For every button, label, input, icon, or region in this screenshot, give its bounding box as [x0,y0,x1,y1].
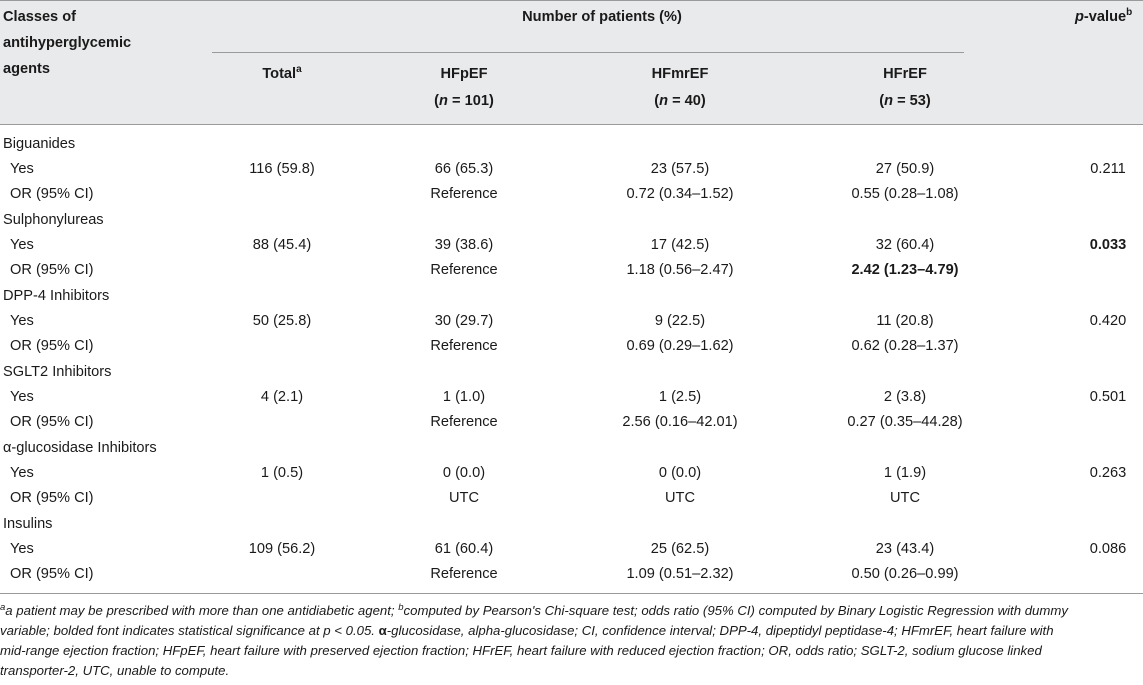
cell-hfpef-or: Reference [430,566,498,582]
cell-hfpef-or: Reference [430,186,498,202]
cell-hfmref: 1 (2.5) [658,389,702,405]
footnote-line-1: $^a$a patient may be prescribed with more than one antidiabetic agent; $^b$computed by Pearson's Chi-square test; odds ratio (95% CI) computed by Binary Logistic Regression with dummy [0,602,1068,618]
cell-hfmref-or: 0.72 (0.34–1.52) [626,186,734,202]
row-label-or: OR (95% CI) [10,338,94,354]
cell-hfpef: 1 (1.0) [442,389,486,405]
row-label-or: OR (95% CI) [10,414,94,430]
row-label-or: OR (95% CI) [10,566,94,582]
cell-hfref-or: 0.50 (0.26–0.99) [851,566,959,582]
cell-hfmref: 17 (42.5) [650,237,710,253]
header-classes-line1: Classes of [3,9,77,25]
row-label-yes: Yes [10,389,34,405]
row-group-title: α-glucosidase Inhibitors [3,440,157,456]
row-label-yes: Yes [10,465,34,481]
cell-total: 116 (59.8) [249,161,315,177]
cell-total: 88 (45.4) [252,237,312,253]
header-bottom-rule [0,124,1143,125]
header-hfmref-n: (n = 40) [654,93,706,109]
cell-hfref: 11 (20.8) [876,313,934,329]
header-hfref-n: (n = 53) [879,93,931,109]
cell-hfmref: 9 (22.5) [654,313,706,329]
cell-p-value: 0.420 [1089,313,1127,329]
top-rule [0,0,1143,1]
row-label-yes: Yes [10,541,34,557]
header-total: Total$^a$ [262,64,302,82]
span-header-rule [212,52,964,53]
cell-hfpef: 66 (65.3) [434,161,494,177]
cell-hfref: 2 (3.8) [883,389,927,405]
cell-hfpef-or: UTC [449,490,479,506]
cell-hfpef-or: Reference [430,414,498,430]
cell-total: 1 (0.5) [260,465,304,481]
table-bottom-rule [0,593,1143,594]
row-label-or: OR (95% CI) [10,186,94,202]
cell-hfpef: 61 (60.4) [434,541,494,557]
row-label-yes: Yes [10,313,34,329]
row-group-title: DPP-4 Inhibitors [3,288,110,304]
cell-hfref-or: UTC [890,490,920,506]
row-group-title: Insulins [3,516,53,532]
cell-hfmref-or: UTC [665,490,695,506]
cell-hfmref-or: 1.09 (0.51–2.32) [626,566,734,582]
cell-hfref: 27 (50.9) [875,161,935,177]
cell-hfpef: 39 (38.6) [434,237,494,253]
cell-p-value: 0.263 [1089,465,1127,481]
header-p-value: p-value$^b$ [1075,7,1133,25]
cell-hfpef: 30 (29.7) [434,313,494,329]
cell-hfpef-or: Reference [430,338,498,354]
cell-hfref-or: 0.27 (0.35–44.28) [847,414,963,430]
row-group-title: SGLT2 Inhibitors [3,364,112,380]
header-hfpef-n: (n = 101) [434,93,494,109]
cell-hfmref: 23 (57.5) [650,161,710,177]
cell-hfref-or: 0.62 (0.28–1.37) [851,338,959,354]
row-label-or: OR (95% CI) [10,490,94,506]
cell-hfmref: 25 (62.5) [650,541,710,557]
cell-total: 109 (56.2) [248,541,316,557]
cell-hfmref-or: 1.18 (0.56–2.47) [626,262,734,278]
cell-hfpef: 0 (0.0) [442,465,486,481]
row-label-or: OR (95% CI) [10,262,94,278]
cell-hfmref-or: 2.56 (0.16–42.01) [622,414,738,430]
table-footnote [0,601,1140,681]
cell-total: 50 (25.8) [252,313,312,329]
header-classes-line3: agents [3,61,51,77]
cell-p-value: 0.501 [1089,389,1127,405]
cell-hfref-or: 0.55 (0.28–1.08) [851,186,959,202]
footnote-line-3: mid-range ejection fraction; HFpEF, heart failure with preserved ejection fraction; HFrEF, heart failure with reduced ejection fraction; OR, odds ratio; SGLT-2, sodium glucose linked [0,643,1042,658]
cell-p-value: 0.086 [1089,541,1127,557]
header-classes-line2: antihyperglycemic [3,35,132,51]
row-group-title: Biguanides [3,136,76,152]
cell-p-value-significant: 0.033 [1089,237,1127,253]
footnote-line-4: transporter-2, UTC, unable to compute. [0,663,230,678]
cell-hfref-or-significant: 2.42 (1.23–4.79) [851,262,959,278]
header-number-of-patients: Number of patients (%) [522,9,682,25]
cell-hfmref-or: 0.69 (0.29–1.62) [626,338,734,354]
row-label-yes: Yes [10,237,34,253]
cell-total: 4 (2.1) [260,389,304,405]
cell-hfref: 32 (60.4) [875,237,935,253]
header-hfpef: HFpEF [440,66,488,82]
cell-hfmref: 0 (0.0) [658,465,702,481]
cell-hfref: 1 (1.9) [883,465,927,481]
cell-hfpef-or: Reference [430,262,498,278]
header-hfmref: HFmrEF [651,66,709,82]
cell-p-value: 0.211 [1090,161,1126,177]
row-label-yes: Yes [10,161,34,177]
footnote-line-2: variable; bolded font indicates statistical significance at p < 0.05. α-glucosidase, alpha-glucosidase; CI, confidence interval; DPP-4, dipeptidyl peptidase-4; HFmrEF, heart failure with [0,623,1054,638]
row-group-title: Sulphonylureas [3,212,104,228]
header-hfref: HFrEF [883,66,927,82]
cell-hfref: 23 (43.4) [875,541,935,557]
